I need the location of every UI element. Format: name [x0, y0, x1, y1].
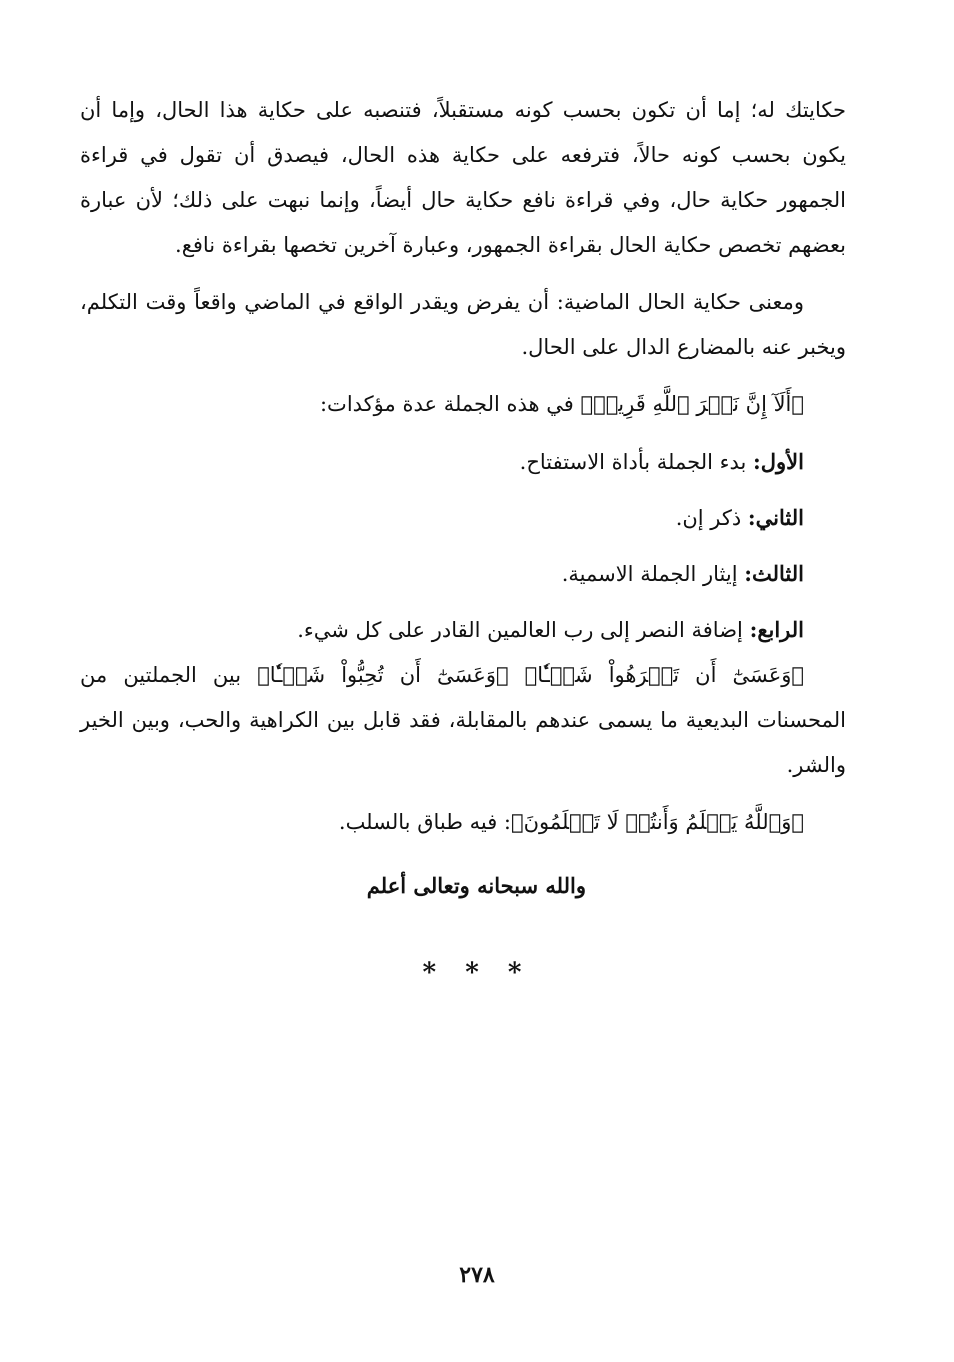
- verse-1-comment: في هذه الجملة عدة مؤكدات:: [319, 392, 581, 416]
- emphasis-list: [80, 439, 846, 653]
- list-item-label: الأول:: [753, 449, 804, 474]
- closing-phrase: والله سبحانه وتعالى أعلم: [366, 873, 586, 898]
- quran-quote: ﴿وَعَسَىٰٓ أَن تَكۡرَهُواْ شَيۡـٔٗا﴾: [524, 663, 805, 687]
- paragraph-1: حكايتك له؛ إما أن تكون بحسب كونه مستقبلاً، فتنصبه على حكاية هذا الحال، وإما أن يكون بحسب كونه حالاً، فترفعه على حكاية هذه الحال، فيصدق أن تقول في قراءة الجمهور حكاية حال، وفي قراءة نافع حكاية حال أيضاً، وإنما نبهت على ذلك؛ لأن عبارة بعضهم تخصص حكاية الحال بقراءة الجمهور، وعبارة آخرين تخصها بقراءة نافع.: [80, 98, 846, 257]
- quran-quote: ﴿أَلَآ إِنَّ نَصۡرَ ٱللَّهِ قَرِيبٞ﴾: [580, 392, 804, 416]
- list-item-label: الثاني:: [747, 505, 804, 530]
- list-item: [80, 607, 846, 653]
- list-item: [80, 495, 846, 541]
- quran-quote: ﴿وَٱللَّهُ يَعۡلَمُ وَأَنتُمۡ لَا تَعۡلَمُونَ﴾: [511, 810, 804, 834]
- list-item-text: إيثار الجملة الاسمية.: [561, 562, 745, 586]
- list-item-label: الثالث:: [744, 561, 804, 586]
- body-text: [80, 88, 846, 908]
- list-item: [80, 439, 846, 485]
- section-separator: * * *: [422, 958, 532, 988]
- paragraph-2: ومعنى حكاية الحال الماضية: أن يفرض ويقدر الواقع في الماضي واقعاً وقت التكلم، ويخبر عنه بالمضارع الدال على الحال.: [80, 290, 846, 359]
- list-item-text: بدء الجملة بأداة الاستفتاح.: [519, 450, 754, 474]
- list-item-label: الرابع:: [749, 617, 804, 642]
- verse-1-line: [80, 382, 846, 427]
- verse-3-line: [80, 800, 846, 845]
- list-item-text: ذكر إن.: [675, 506, 748, 530]
- page-number: ٢٧٨: [459, 1262, 495, 1288]
- verse-2-comment: بين الجملتين من المحسنات البديعية ما يسمى عندهم بالمقابلة، فقد قابل بين الكراهية والحب، وبين الخير والشر.: [80, 663, 846, 777]
- quran-quote: ﴿وَعَسَىٰٓ أَن تُحِبُّواْ شَيۡـٔٗا﴾: [257, 663, 509, 687]
- list-item-text: إضافة النصر إلى رب العالمين القادر على كل شيء.: [297, 618, 750, 642]
- verse-3-comment: : فيه طباق بالسلب.: [338, 810, 511, 834]
- list-item: [80, 551, 846, 597]
- verse-2-paragraph: [80, 653, 846, 788]
